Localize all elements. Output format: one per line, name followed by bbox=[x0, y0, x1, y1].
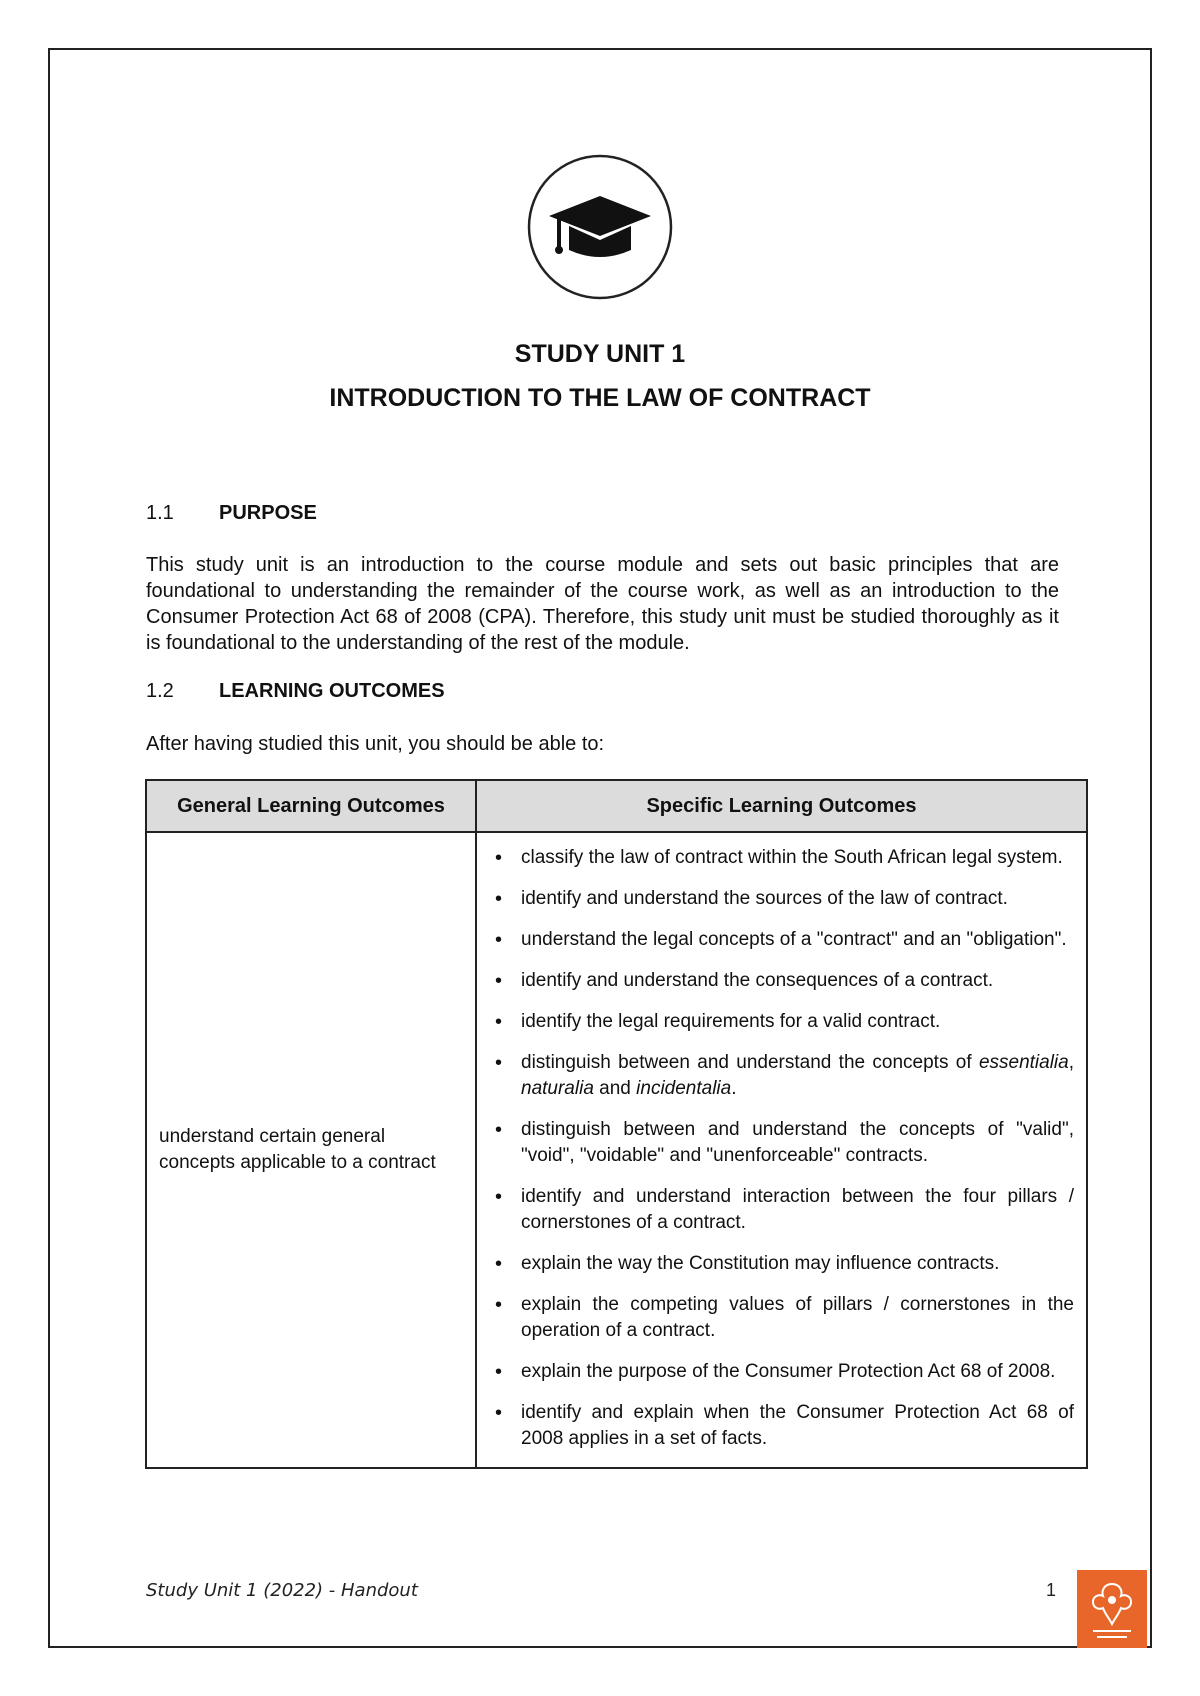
list-item: • distinguish between and understand the concepts of "valid", "void", "voidable" and "unenforceable" contracts. bbox=[521, 1117, 1074, 1169]
specific-outcomes-cell bbox=[476, 832, 1087, 1468]
item-text: . bbox=[731, 1078, 737, 1099]
list-item: • identify and explain when the Consumer Protection Act 68 of 2008 applies in a set of facts. bbox=[521, 1400, 1074, 1452]
graduation-cap-icon bbox=[525, 152, 675, 302]
learning-outcomes-table bbox=[145, 779, 1088, 1469]
list-item bbox=[521, 1050, 1074, 1102]
list-item: • understand the legal concepts of a "contract" and an "obligation". bbox=[521, 927, 1074, 953]
page-number: 1 bbox=[1046, 1580, 1057, 1600]
term-essentialia: essentialia bbox=[978, 1052, 1069, 1073]
item-text: and bbox=[593, 1078, 637, 1099]
learning-outcomes-heading bbox=[146, 680, 445, 703]
item-text: , bbox=[1068, 1052, 1074, 1073]
purpose-heading bbox=[146, 502, 317, 525]
section-number: 1.1 bbox=[146, 502, 174, 524]
purpose-paragraph: This study unit is an introduction to the course module and sets out basic principles that are foundational to understanding the remainder of the course work, as well as an introduction to the Consumer Protection Act 68 of 2008 (CPA). Therefore, this study unit must be studied thoroughly as it is foundational to the understanding of the rest of the module. bbox=[146, 554, 1059, 654]
list-item: • identify and understand the sources of the law of contract. bbox=[521, 886, 1074, 912]
list-item: • identify and understand the consequences of a contract. bbox=[521, 968, 1074, 994]
section-number: 1.2 bbox=[146, 680, 174, 702]
study-unit-title: STUDY UNIT 1 bbox=[514, 340, 686, 368]
header-specific-outcomes: Specific Learning Outcomes bbox=[476, 780, 1087, 832]
item-text: distinguish between and understand the concepts of bbox=[521, 1052, 979, 1073]
list-item: • classify the law of contract within the South African legal system. bbox=[521, 845, 1074, 871]
section-heading: PURPOSE bbox=[219, 502, 317, 524]
table-header-row bbox=[146, 780, 1087, 832]
general-outcome-cell: understand certain general concepts applicable to a contract bbox=[146, 832, 476, 1468]
university-crest-icon bbox=[1077, 1570, 1147, 1648]
study-unit-subtitle: INTRODUCTION TO THE LAW OF CONTRACT bbox=[329, 384, 871, 412]
table-row bbox=[146, 832, 1087, 1468]
list-item: • explain the way the Constitution may influence contracts. bbox=[521, 1251, 1074, 1277]
section-heading: LEARNING OUTCOMES bbox=[219, 680, 445, 702]
list-item: • explain the competing values of pillars / cornerstones in the operation of a contract. bbox=[521, 1292, 1074, 1344]
header-general-outcomes: General Learning Outcomes bbox=[146, 780, 476, 832]
outcomes-intro: After having studied this unit, you should be able to: bbox=[146, 733, 605, 755]
list-item: • explain the purpose of the Consumer Protection Act 68 of 2008. bbox=[521, 1359, 1074, 1385]
list-item: • identify the legal requirements for a valid contract. bbox=[521, 1009, 1074, 1035]
specific-outcomes-list bbox=[485, 845, 1074, 1452]
term-naturalia: naturalia bbox=[521, 1078, 594, 1099]
footer-label: Study Unit 1 (2022) - Handout bbox=[146, 1580, 418, 1601]
term-incidentalia: incidentalia bbox=[636, 1078, 732, 1099]
list-item: • identify and understand interaction between the four pillars / cornerstones of a contract. bbox=[521, 1184, 1074, 1236]
